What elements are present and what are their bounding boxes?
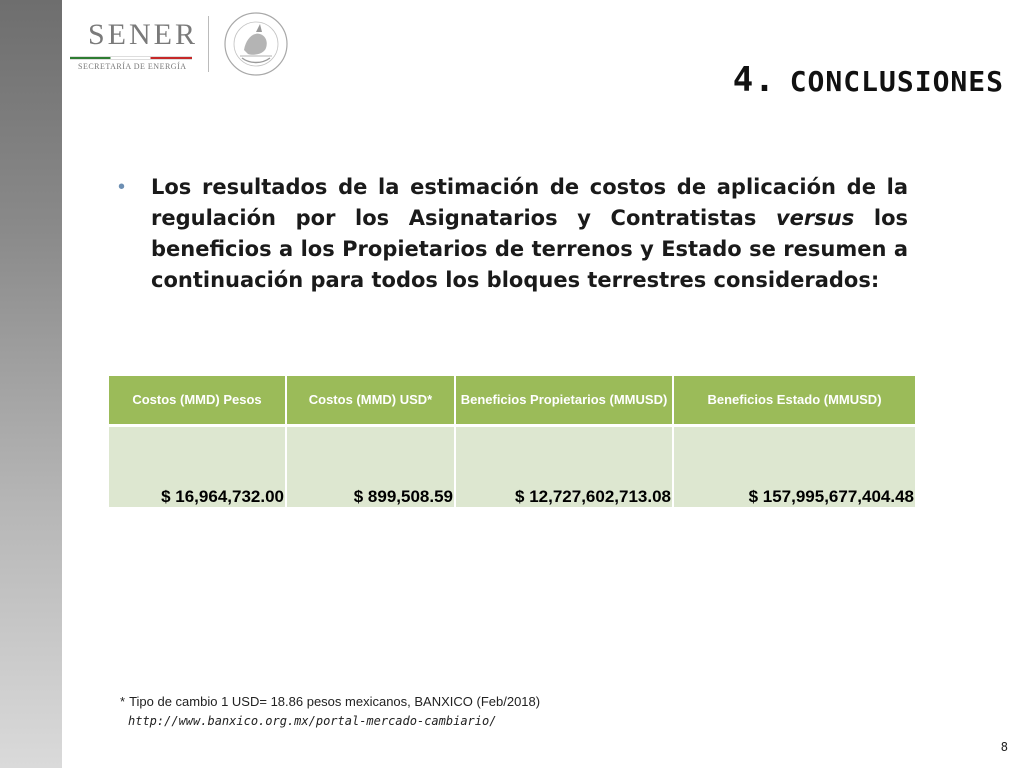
bullet-point	[118, 172, 908, 296]
section-title: CONCLUSIONES	[789, 65, 1004, 98]
bullet-icon: •	[118, 176, 126, 198]
table-row	[109, 426, 915, 508]
footnote-marker: *	[120, 694, 126, 709]
mexican-coat-of-arms-icon	[220, 10, 292, 78]
page-number: 8	[1000, 740, 1008, 754]
table-header-row	[109, 376, 915, 426]
cell-beneficios-propietarios: $ 12,727,602,713.08	[455, 426, 673, 508]
bullet-text-emphasis: versus	[775, 206, 855, 230]
footnote-text: 1 USD= 18.86 pesos mexicanos, BANXICO (Feb/2018)	[217, 694, 541, 709]
header-costos-pesos: Costos (MMD) Pesos	[109, 376, 286, 426]
footnote	[120, 694, 540, 709]
header-beneficios-propietarios: Beneficios Propietarios (MMUSD)	[455, 376, 673, 426]
cost-benefit-table	[109, 376, 915, 507]
page-title	[733, 60, 1004, 100]
bullet-text-end: los beneficios a los Propietarios de terrenos y Estado se resumen a continuación para todos los bloques terrestres considerados:	[151, 206, 908, 292]
logo-name: SENER	[88, 18, 199, 51]
logo-tricolor-rule	[70, 56, 192, 60]
bullet-text-start: Los resultados de la estimación de costos de aplicación de la regulación por los Asignatarios y Contratistas	[151, 175, 908, 230]
cell-costos-pesos: $ 16,964,732.00	[109, 426, 286, 508]
footnote-url-link[interactable]: http://www.banxico.org.mx/portal-mercado-cambiario/	[128, 714, 497, 728]
cell-costos-usd: $ 899,508.59	[286, 426, 455, 508]
header-beneficios-estado: Beneficios Estado (MMUSD)	[673, 376, 915, 426]
left-gradient-sidebar	[0, 0, 62, 768]
section-number: 4.	[732, 60, 776, 100]
logo-subtitle: SECRETARÍA DE ENERGÍA	[78, 62, 187, 71]
logo-divider	[208, 16, 209, 72]
header-costos-usd: Costos (MMD) USD*	[286, 376, 455, 426]
footnote-label: Tipo de cambio	[129, 694, 218, 709]
cell-beneficios-estado: $ 157,995,677,404.48	[673, 426, 915, 508]
bullet-text	[151, 172, 908, 296]
